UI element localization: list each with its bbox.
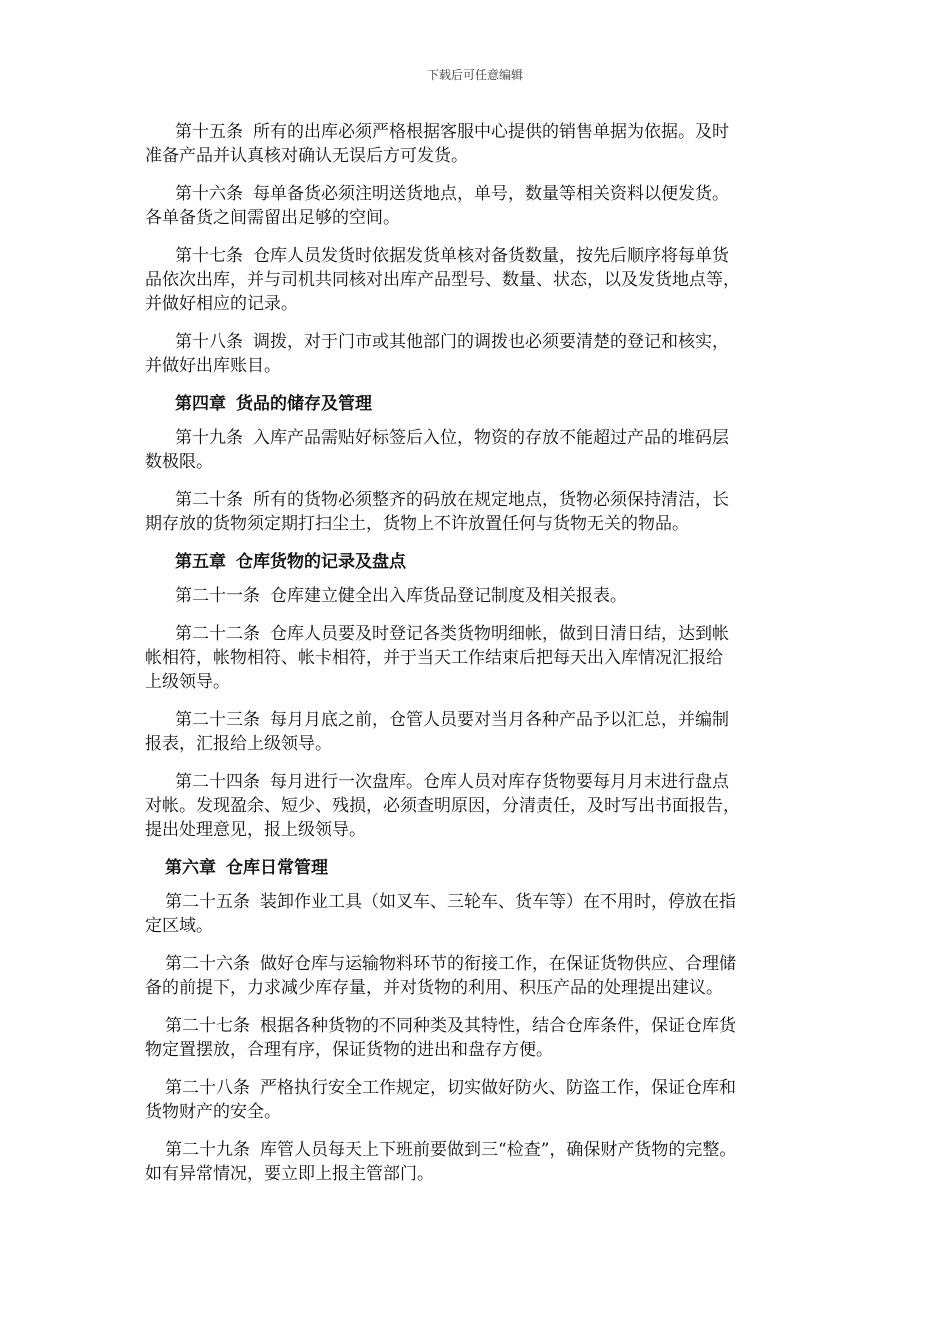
article-number: 第二十一条 [175,586,260,606]
paragraph-line [145,622,815,646]
article-paragraph [145,770,815,842]
chapter-title: 仓库货物的记录及盘点 [236,552,406,572]
article-paragraph [145,488,815,536]
article-paragraph [145,1014,815,1062]
paragraph-line [145,732,815,756]
article-number: 第二十四条 [175,772,260,792]
line-text: 并做好相应的记录。 [145,294,298,314]
paragraph-line [145,914,815,938]
line-text: 上级领导。 [145,672,230,692]
article-number: 第二十二条 [175,624,260,644]
article-paragraph [145,182,815,230]
paragraph-line [145,670,815,694]
chapter-heading [145,550,815,574]
line-text: 数极限。 [145,452,213,472]
paragraph-line [145,330,815,354]
paragraph-line [145,646,815,670]
line-text: 品依次出库，并与司机共同核对出库产品型号、数量、状态，以及发货地点等， [145,270,740,290]
article-paragraph [145,330,815,378]
article-paragraph [145,622,815,694]
line-text: 所有的货物必须整齐的码放在规定地点，货物必须保持清洁，长 [253,490,729,510]
paragraph-line [145,1162,815,1186]
line-text: 对帐。发现盈余、短少、残损，必须查明原因，分清责任，及时写出书面报告， [145,796,740,816]
line-text: 仓库建立健全出入库货品登记制度及相关报表。 [270,586,627,606]
paragraph-line [145,182,815,206]
paragraph-line [145,1100,815,1124]
article-number: 第二十七条 [165,1016,250,1036]
article-paragraph [145,1138,815,1186]
chapter-heading [145,856,815,880]
line-text: 做好仓库与运输物料环节的衔接工作，在保证货物供应、合理储 [260,954,736,974]
article-paragraph [145,584,815,608]
line-text: 所有的出库必须严格根据客服中心提供的销售单据为依据。及时 [253,122,729,142]
paragraph-line [145,268,815,292]
paragraph-line [145,144,815,168]
chapter-heading [145,392,815,416]
paragraph-line [145,354,815,378]
article-number: 第二十六条 [165,954,250,974]
paragraph-line [145,770,815,794]
article-paragraph [145,244,815,316]
chapter-number: 第五章 [175,552,226,572]
line-text: 提出处理意见，报上级领导。 [145,820,366,840]
line-text: 仓库人员发货时依据发货单核对备货数量，按先后顺序将每单货 [253,246,729,266]
paragraph-line [145,976,815,1000]
article-number: 第二十条 [175,490,243,510]
line-text: 严格执行安全工作规定，切实做好防火、防盗工作，保证仓库和 [260,1078,736,1098]
line-text: 入库产品需贴好标签后入位，物资的存放不能超过产品的堆码层 [253,428,729,448]
line-text: 期存放的货物须定期打扫尘土，货物上不许放置任何与货物无关的物品。 [145,514,689,534]
paragraph-line [145,818,815,842]
paragraph-line [145,512,815,536]
article-paragraph [145,708,815,756]
line-text: 定区域。 [145,916,213,936]
page-header: 下载后可任意编辑 [426,68,523,82]
paragraph-line [145,1138,815,1162]
line-text: 每月进行一次盘库。仓库人员对库存货物要每月月末进行盘点 [270,772,729,792]
paragraph-line [145,708,815,732]
article-number: 第二十五条 [165,892,250,912]
line-text: 每单备货必须注明送货地点，单号，数量等相关资料以便发货。 [253,184,729,204]
chapter-title: 仓库日常管理 [226,858,328,878]
article-paragraph [145,426,815,474]
article-number: 第十六条 [175,184,243,204]
chapter-number: 第四章 [175,394,226,414]
line-text: 如有异常情况，要立即上报主管部门。 [145,1164,434,1184]
paragraph-line [145,244,815,268]
article-number: 第十五条 [175,122,243,142]
paragraph-line [145,450,815,474]
line-text: 帐相符，帐物相符、帐卡相符，并于当天工作结束后把每天出入库情况汇报给 [145,648,723,668]
article-paragraph [145,890,815,938]
line-text: 库管人员每天上下班前要做到三“检查”，确保财产货物的完整。 [260,1140,737,1160]
line-text: 调拨，对于门市或其他部门的调拨也必须要清楚的登记和核实， [253,332,729,352]
line-text: 装卸作业工具（如叉车、三轮车、货车等）在不用时，停放在指 [260,892,736,912]
chapter-title: 货品的储存及管理 [236,394,372,414]
article-number: 第十八条 [175,332,243,352]
chapter-number: 第六章 [165,858,216,878]
article-number: 第二十八条 [165,1078,250,1098]
line-text: 准备产品并认真核对确认无误后方可发货。 [145,146,468,166]
article-paragraph [145,952,815,1000]
paragraph-line [145,292,815,316]
paragraph-line [145,206,815,230]
paragraph-line [145,952,815,976]
line-text: 报表，汇报给上级领导。 [145,734,332,754]
line-text: 备的前提下，力求减少库存量，并对货物的利用、积压产品的处理提出建议。 [145,978,723,998]
paragraph-line [145,890,815,914]
article-paragraph [145,1076,815,1124]
paragraph-line [145,1014,815,1038]
paragraph-line [145,488,815,512]
line-text: 并做好出库账目。 [145,356,281,376]
article-number: 第二十三条 [175,710,260,730]
paragraph-line [145,584,815,608]
paragraph-line [145,1038,815,1062]
paragraph-line [145,426,815,450]
line-text: 货物财产的安全。 [145,1102,281,1122]
article-number: 第十七条 [175,246,243,266]
line-text: 各单备货之间需留出足够的空间。 [145,208,400,228]
document-body [145,120,815,1200]
article-number: 第二十九条 [165,1140,250,1160]
paragraph-line [145,120,815,144]
paragraph-line [145,794,815,818]
article-paragraph [145,120,815,168]
line-text: 仓库人员要及时登记各类货物明细帐，做到日清日结，达到帐 [270,624,729,644]
article-number: 第十九条 [175,428,243,448]
line-text: 根据各种货物的不同种类及其特性，结合仓库条件，保证仓库货 [260,1016,736,1036]
line-text: 每月月底之前，仓管人员要对当月各种产品予以汇总，并编制 [270,710,729,730]
line-text: 物定置摆放，合理有序，保证货物的进出和盘存方便。 [145,1040,553,1060]
paragraph-line [145,1076,815,1100]
